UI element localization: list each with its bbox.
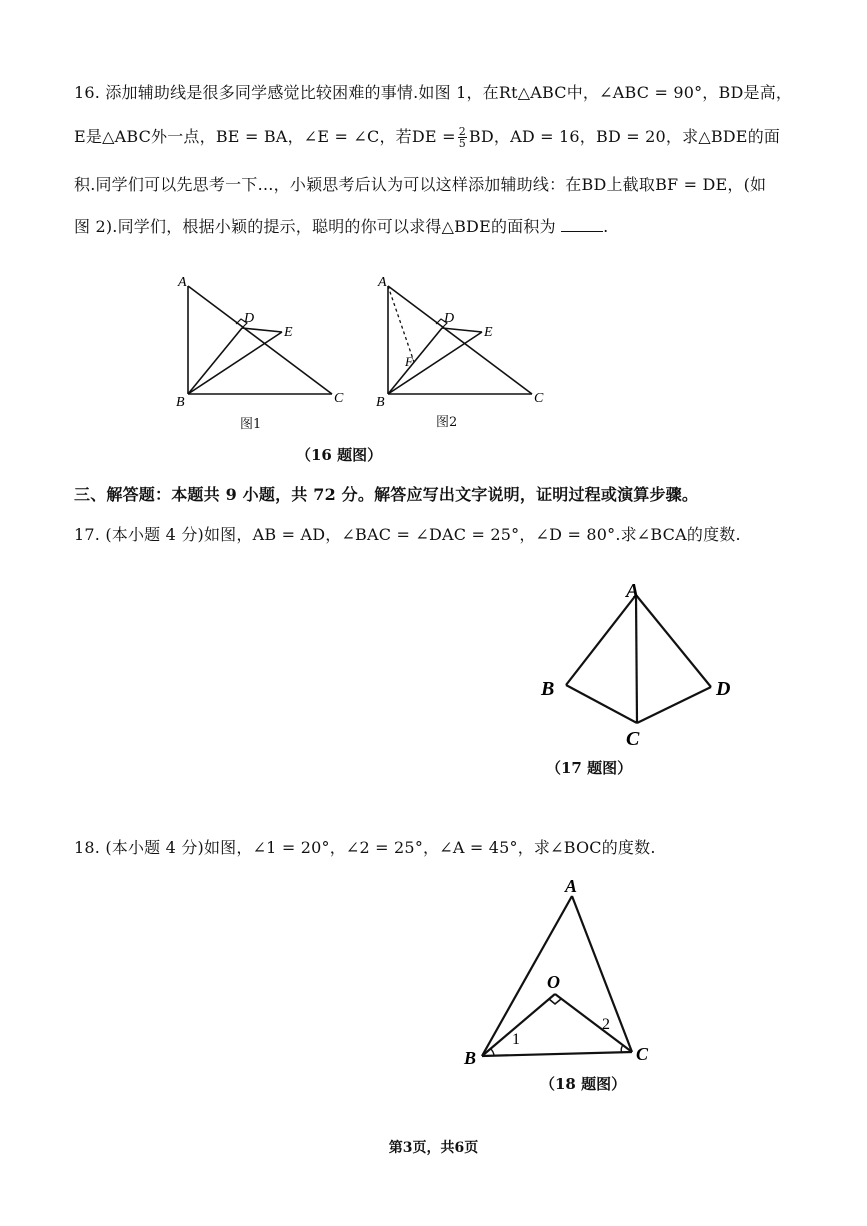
fig1-point-D: D: [244, 311, 255, 326]
q18-point-C: C: [636, 1044, 649, 1064]
fig2-point-A: A: [378, 275, 387, 290]
q18-point-B: B: [464, 1048, 477, 1068]
q16-caption: （16 题图）: [296, 446, 383, 464]
section-3-heading: 三、解答题：本题共 9 小题，共 72 分。解答应写出文字说明，证明过程或演算步骤。: [74, 485, 699, 504]
q17-point-B: B: [541, 678, 555, 700]
q16-figure-2: [370, 270, 550, 410]
q17-figure: [536, 575, 746, 755]
fig2-point-D: D: [444, 311, 455, 326]
q16-figure-1: [170, 270, 350, 410]
q16-fraction: [458, 126, 467, 149]
q17-caption: （17 题图）: [546, 759, 633, 777]
q16-line-2: [74, 124, 780, 149]
fig2-label: 图2: [436, 415, 458, 430]
q17-point-D: D: [716, 678, 731, 700]
fig1-label: 图1: [240, 417, 262, 432]
fig2-point-C: C: [534, 391, 544, 406]
q18-point-O: O: [547, 972, 560, 992]
q17-text: 17. (本小题 4 分)如图，AB = AD，∠BAC = ∠DAC = 25°，∠D = 80°.求∠BCA的度数.: [74, 525, 741, 544]
fig2-point-B: B: [376, 395, 385, 410]
q16-line-4-end: .: [603, 217, 609, 236]
page-footer: 第3页，共6页: [388, 1140, 479, 1156]
q16-line-4-text: 图 2).同学们，根据小颖的提示，聪明的你可以求得△BDE的面积为: [74, 217, 556, 236]
fig1-point-C: C: [334, 391, 344, 406]
fig2-point-F: F: [405, 354, 413, 369]
q17-point-A: A: [626, 580, 640, 602]
q16-line-1: 16. 添加辅助线是很多同学感觉比较困难的事情.如图 1，在Rt△ABC中，∠ABC = 90°，BD是高，: [74, 83, 793, 102]
fig1-point-A: A: [178, 275, 187, 290]
q16-line-4: [74, 214, 608, 237]
q18-point-A: A: [565, 876, 578, 896]
fig2-point-E: E: [484, 325, 493, 340]
fig1-point-E: E: [284, 325, 293, 340]
fig1-point-B: B: [176, 395, 185, 410]
q18-caption: （18 题图）: [540, 1075, 627, 1093]
q16-line-2a: E是△ABC外一点，BE = BA，∠E = ∠C，若DE =: [74, 127, 456, 146]
q16-line-2b: BD，AD = 16，BD = 20，求△BDE的面: [468, 127, 781, 146]
q18-angle-1-label: 1: [512, 1031, 520, 1048]
q16-fraction-denominator: 5: [458, 137, 466, 150]
q16-line-3: 积.同学们可以先思考一下…，小颖思考后认为可以这样添加辅助线：在BD上截取BF = DE，(如: [74, 175, 767, 194]
answer-blank[interactable]: [561, 217, 603, 232]
q18-text: 18. (本小题 4 分)如图，∠1 = 20°，∠2 = 25°，∠A = 45°，求∠BOC的度数.: [74, 838, 656, 857]
q18-angle-2-label: 2: [602, 1016, 610, 1033]
q18-figure: [460, 872, 670, 1072]
q17-point-C: C: [626, 728, 640, 750]
q16-fraction-numerator: 2: [458, 125, 466, 138]
